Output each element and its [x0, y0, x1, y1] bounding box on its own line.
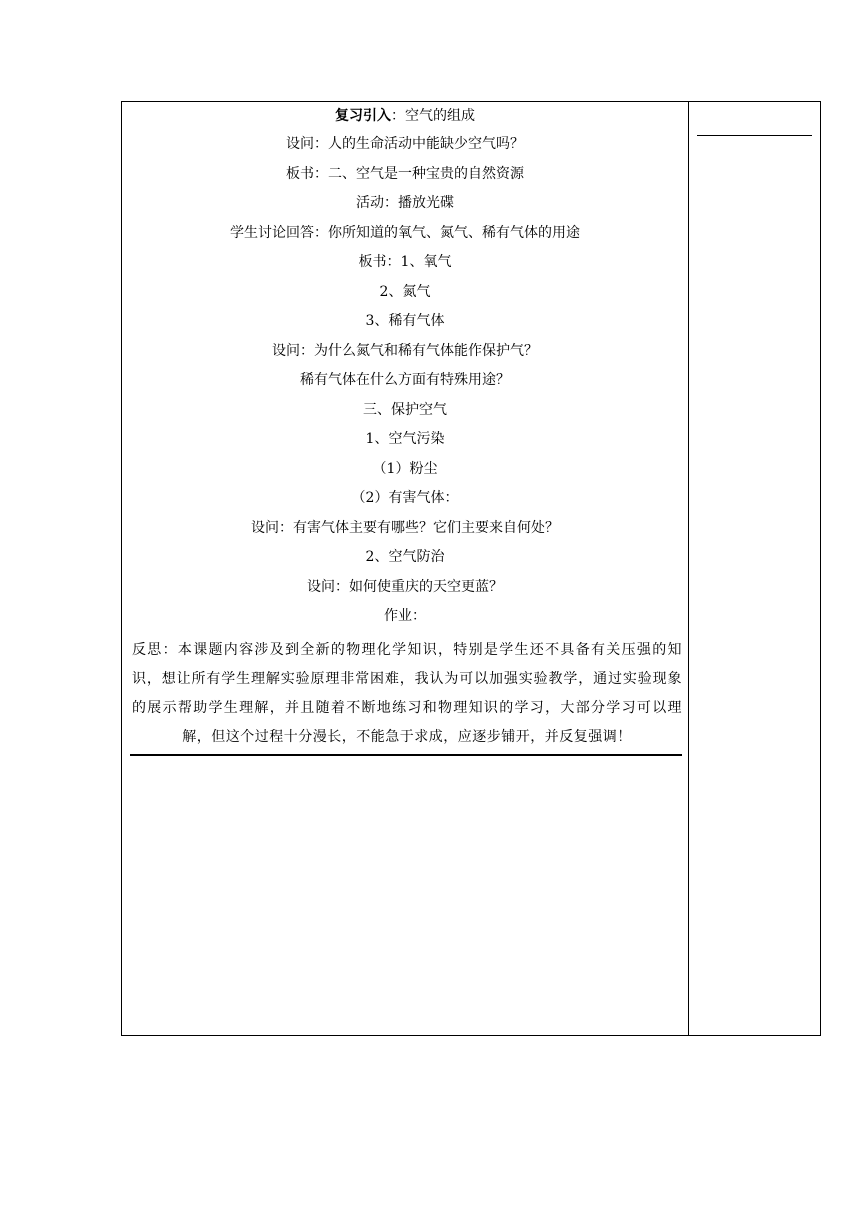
- lesson-line: 设问：人的生命活动中能缺少空气吗？: [286, 136, 524, 152]
- lesson-line: 板书：1、氧气: [358, 254, 452, 270]
- reflection-rule: [130, 754, 682, 756]
- lesson-line: 3、稀有气体: [365, 313, 445, 329]
- lesson-line: 三、保护空气: [363, 402, 447, 418]
- notes-column-rule: [697, 135, 812, 136]
- lesson-line: 1、空气污染: [365, 431, 445, 447]
- lesson-line: 活动：播放光碟: [356, 195, 454, 211]
- intro-label: 复习引入: [335, 108, 391, 124]
- lesson-line: 学生讨论回答：你所知道的氧气、氮气、稀有气体的用途: [230, 225, 580, 241]
- lesson-line: （2）有害气体：: [351, 490, 459, 506]
- column-divider: [688, 102, 689, 1035]
- intro-text: ：空气的组成: [391, 108, 475, 124]
- lesson-line: 稀有气体在什么方面有特殊用途？: [300, 372, 510, 388]
- lesson-plan-table: [121, 101, 821, 1036]
- lesson-line: 设问：有害气体主要有哪些？它们主要来自何处？: [251, 520, 559, 536]
- lesson-line: （1）粉尘: [372, 461, 438, 477]
- lesson-line: 设问：为什么氮气和稀有气体能作保护气？: [272, 343, 538, 359]
- reflection-paragraph: 反思：本课题内容涉及到全新的物理化学知识，特别是学生还不具备有关压强的知识，想让所有学生理解实验原理非常困难，我认为可以加强实验教学，通过实验现象的展示帮助学生理解，并且随着不断地练习和物理知识的学习，大部分学习可以理解，但这个过程十分漫长，不能急于求成，应逐步铺开，并反复强调！: [132, 642, 682, 745]
- lesson-line: 2、氮气: [379, 284, 431, 300]
- lesson-line: 作业：: [384, 608, 426, 624]
- lesson-line: 设问：如何使重庆的天空更蓝？: [307, 579, 503, 595]
- intro-heading: [122, 106, 688, 126]
- lesson-line: 2、空气防治: [365, 549, 445, 565]
- lesson-line: 板书：二、空气是一种宝贵的自然资源: [286, 166, 524, 182]
